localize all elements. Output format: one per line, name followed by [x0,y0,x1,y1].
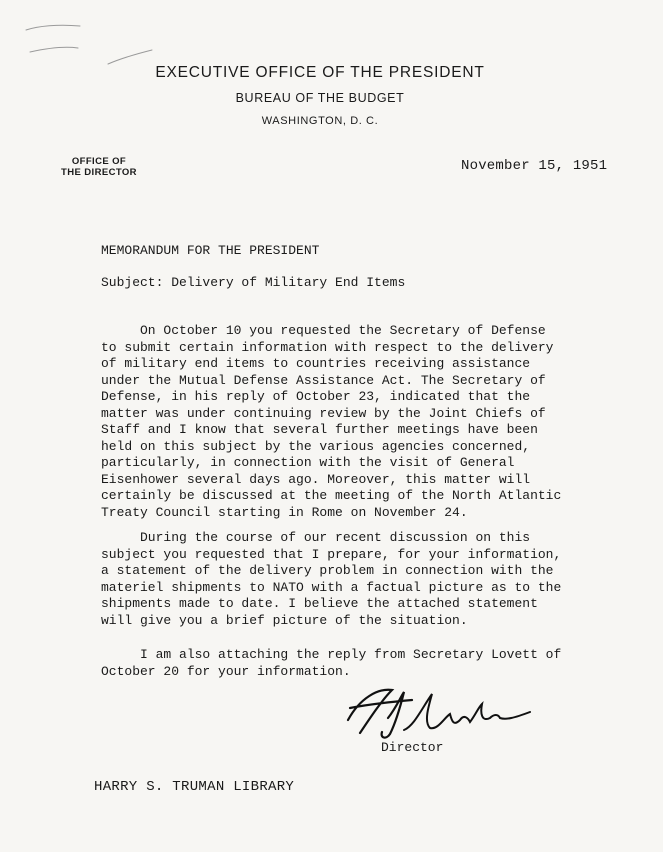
office-label-line1: OFFICE OF [71,156,127,167]
letter-date: November 15, 1951 [461,158,608,174]
signature-title: Director [381,740,444,755]
memo-subject: Subject: Delivery of Military End Items [101,275,406,290]
archive-stamp: HARRY S. TRUMAN LIBRARY [94,779,295,795]
office-label [44,156,154,178]
handwritten-signature [330,678,550,748]
memo-heading: MEMORANDUM FOR THE PRESIDENT [101,243,320,258]
letterhead-bureau: BUREAU OF THE BUDGET [235,91,405,105]
margin-notation [18,18,168,80]
body-paragraph-1: On October 10 you requested the Secretary of Defense to submit certain information with respect to the delivery of military end items to countries receiving assistance under the Mutual Defense Assistance Act. The Secretary of Defense, in his reply of October 23, indicated that the matter was under continuing review by the Joint Chiefs of Staff and I know that several further meetings have been held on this subject by the various agencies concerned, particularly, in connection with the visit of General Eisenhower several days ago. Moreover, this matter will certainly be discussed at the meeting of the North Atlantic Treaty Council starting in Rome on November 24. [101,323,562,520]
letterhead-location: WASHINGTON, D. C. [261,115,379,127]
body-paragraph-3: I am also attaching the reply from Secretary Lovett of October 20 for your information. [101,647,562,679]
office-label-line2: THE DIRECTOR [61,167,137,178]
letterhead-title: EXECUTIVE OFFICE OF THE PRESIDENT [155,64,485,81]
body-paragraph-2: During the course of our recent discussion on this subject you requested that I prepare, for your information, a statement of the delivery problem in connection with the materiel shipments to NATO with a factual picture as to the shipments made to date. I believe the attached statement will give you a brief picture of the situation. [101,530,562,628]
